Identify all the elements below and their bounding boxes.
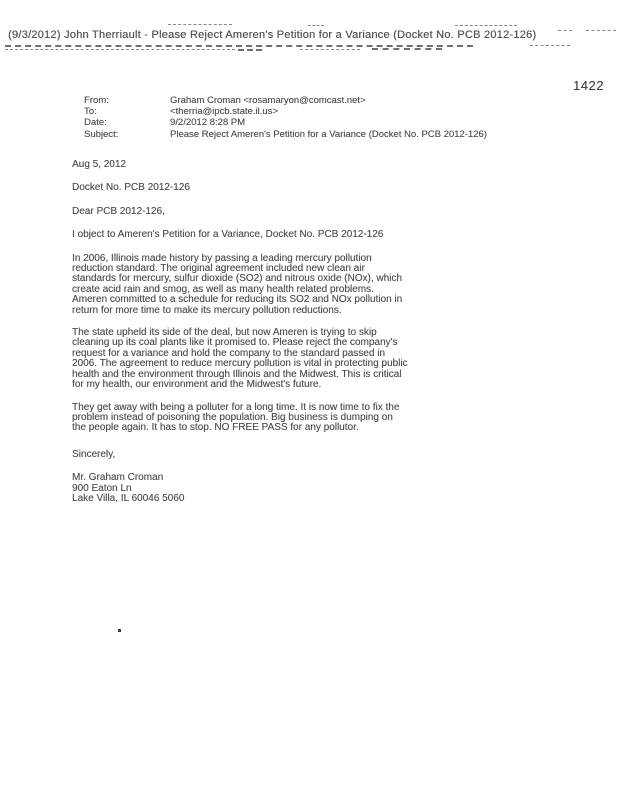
scan-artifact-dash	[300, 49, 360, 50]
date-value: 9/2/2012 8:28 PM	[170, 117, 245, 129]
scan-artifact-dash	[558, 30, 572, 31]
scan-artifact-dash	[168, 24, 232, 25]
header-underline	[5, 45, 473, 47]
page-number: 1422	[573, 78, 604, 93]
scan-artifact-dash	[530, 45, 570, 46]
from-label: From:	[84, 95, 109, 106]
scan-artifact-dash	[308, 25, 324, 26]
subject-label: Subject:	[84, 128, 119, 140]
scan-artifact-dash	[455, 25, 517, 26]
date-label: Date:	[84, 117, 107, 129]
salutation: Dear PCB 2012-126,	[72, 205, 165, 217]
scan-artifact-dash	[372, 48, 442, 50]
email-header-row-from	[84, 95, 487, 106]
scan-artifact-dash	[586, 30, 616, 31]
signature-name: Mr. Graham Croman	[72, 472, 164, 484]
email-header-row-date	[84, 117, 487, 128]
paragraph-1: In 2006, Illinois made history by passing a leading mercury pollution reduction standard. The original agreement included new clean air standards for mercury, sulfur dioxide (SO2) and nitrous oxide (NOx), which create acid rain and smog, as well as many health related problems. Ameren committed to a schedule for reducing its SO2 and NOx pollution in return for more time to make its mercury pollution reductions.	[72, 252, 403, 316]
closing: Sincerely,	[72, 448, 116, 460]
docket-number-line: Docket No. PCB 2012-126	[72, 182, 190, 194]
to-value: <therria@ipcb.state.il.us>	[170, 106, 278, 118]
email-header-row-to	[84, 106, 487, 117]
letter-body	[72, 160, 408, 504]
scan-artifact-speck	[118, 629, 121, 632]
to-label: To:	[84, 106, 97, 118]
objection-line: I object to Ameren's Petition for a Variance, Docket No. PCB 2012-126	[72, 229, 384, 241]
signature-city: Lake Villa, IL 60046 5060	[72, 492, 185, 504]
email-header-row-subject	[84, 129, 487, 140]
scan-artifact-dash	[5, 49, 235, 50]
document-header-line: (9/3/2012) John Therriault - Please Reject Ameren's Petition for a Variance (Docket No. PCB 2012-126)	[8, 29, 537, 41]
signature-street: 900 Eaton Ln	[72, 482, 132, 494]
paragraph-3: They get away with being a polluter for a long time. It is now time to fix the problem instead of poisoning the population. Big business is dumping on the people again. It has to stop. NO FREE PASS for any pollutor.	[72, 401, 400, 434]
letter-date: Aug 5, 2012	[72, 159, 126, 170]
from-value: Graham Croman <rosamaryon@comcast.net>	[170, 95, 366, 106]
paragraph-2: The state upheld its side of the deal, but now Ameren is trying to skip cleaning up its coal plants like it promised to. Please reject the company's request for a variance and hold the company to the standard passed in 2006. The agreement to reduce mercury pollution is vital in protecting public health and the environment through Illinois and the Midwest. This is critical for my health, our environment and the Midwest's future.	[72, 327, 408, 391]
scan-artifact-dash	[238, 49, 262, 51]
subject-value: Please Reject Ameren's Petition for a Variance (Docket No. PCB 2012-126)	[170, 128, 487, 140]
email-header	[84, 95, 487, 140]
